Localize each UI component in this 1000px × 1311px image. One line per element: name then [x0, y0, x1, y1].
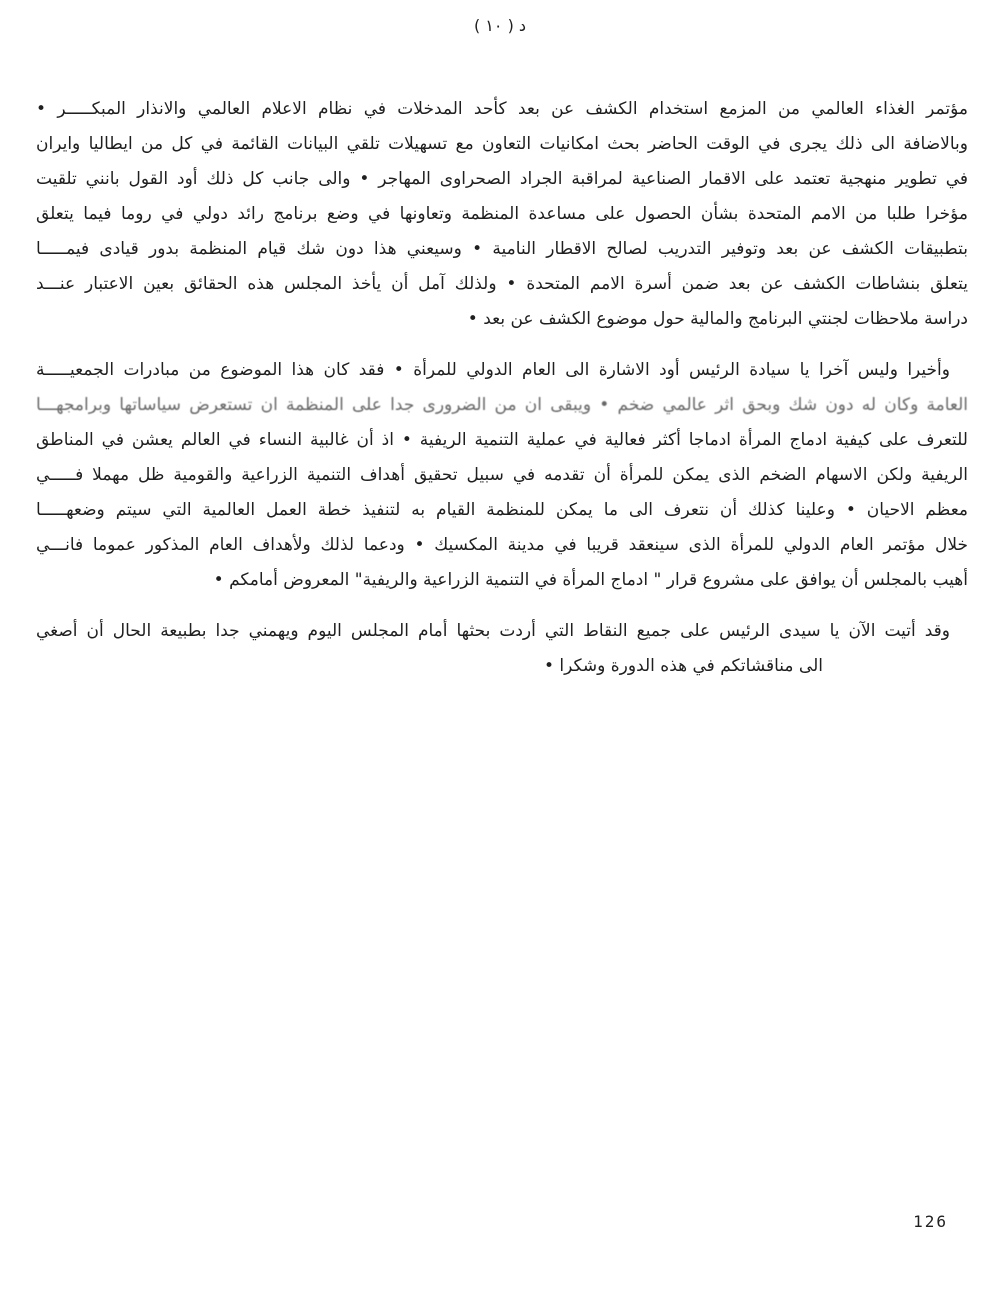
- paragraph-international-womens-year: [36, 353, 968, 598]
- text-line: في تطوير منهجية تعتمد على الاقمار الصناعية لمراقبة الجراد الصحراوى المهاجر • والى جانب كل ذلك أود القول بانني تلقيت: [36, 169, 968, 189]
- text-line: مؤتمر الغذاء العالمي من المزمع استخدام الكشف عن بعد كأحد المدخلات في نظام الاعلام العالمي والانذار المبكـــــر •: [36, 99, 968, 119]
- text-line: خلال مؤتمر العام الدولي للمرأة الذى سينعقد قريبا في مدينة المكسيك • ودعما لذلك ولأهداف العام المذكور عموما فانـــي: [36, 535, 968, 555]
- paragraph-remote-sensing: [36, 92, 968, 337]
- text-line: بتطبيقات الكشف عن بعد وتوفير التدريب لصالح الاقطار النامية • وسيعني هذا دون شك قيام المنظمة بدور قيادى فيمـــــا: [36, 239, 968, 259]
- text-line: أهيب بالمجلس أن يوافق على مشروع قرار " ادماج المرأة في التنمية الزراعية والريفية" المعروض أمامكم •: [213, 570, 968, 590]
- text-line: للتعرف على كيفية ادماج المرأة ادماجا أكثر فعالية في عملية التنمية الريفية • اذ أن غالبية النساء في العالم يعشن في المناطق: [36, 430, 968, 450]
- text-line: الريفية ولكن الاسهام الضخم الذى يمكن للمرأة أن تقدمه في سبيل تحقيق أهداف التنمية الزراعية والقومية ظل مهملا فـــــي: [36, 465, 968, 485]
- page-number: 126: [913, 1212, 948, 1231]
- text-line: العامة وكان له دون شك وبحق اثر عالمي ضخم • ويبقى ان من الضرورى جدا على المنظمة ان تستعرض سياساتها وبرامجهـــا: [36, 395, 968, 415]
- text-line: وقد أتيت الآن يا سيدى الرئيس على جميع النقاط التي أردت بحثها أمام المجلس اليوم ويهمني جدا بطبيعة الحال أن أصغي: [36, 621, 950, 641]
- text-line: وأخيرا وليس آخرا يا سيادة الرئيس أود الاشارة الى العام الدولي للمرأة • فقد كان هذا الموضوع من مبادرات الجمعيـــــة: [36, 360, 950, 380]
- text-line: يتعلق بنشاطات الكشف عن بعد ضمن أسرة الامم المتحدة • ولذلك آمل أن يأخذ المجلس هذه الحقائق بعين الاعتبار عنـــد: [36, 274, 968, 294]
- text-line: معظم الاحيان • وعلينا كذلك أن نتعرف الى ما يمكن للمنظمة القيام به لتنفيذ خطة العمل العالمية التي سيتم وضعهـــــا: [36, 500, 968, 520]
- text-line: وبالاضافة الى ذلك يجرى في الوقت الحاضر بحث امكانيات التعاون مع تسهيلات تلقي البيانات القائمة في كل من ايطاليا وايران: [36, 134, 968, 154]
- document-body: [36, 92, 968, 700]
- text-line: مؤخرا طلبا من الامم المتحدة بشأن الحصول على مساعدة المنظمة وتعاونها في وضع برنامج رائد دولي في روما فيما يتعلق: [36, 204, 968, 224]
- text-line: دراسة ملاحظات لجنتي البرنامج والمالية حول موضوع الكشف عن بعد •: [467, 309, 968, 329]
- paragraph-closing: [36, 614, 968, 684]
- page-header-number: د ( ١٠ ): [473, 16, 527, 35]
- text-line: الى مناقشاتكم في هذه الدورة وشكرا •: [543, 656, 823, 676]
